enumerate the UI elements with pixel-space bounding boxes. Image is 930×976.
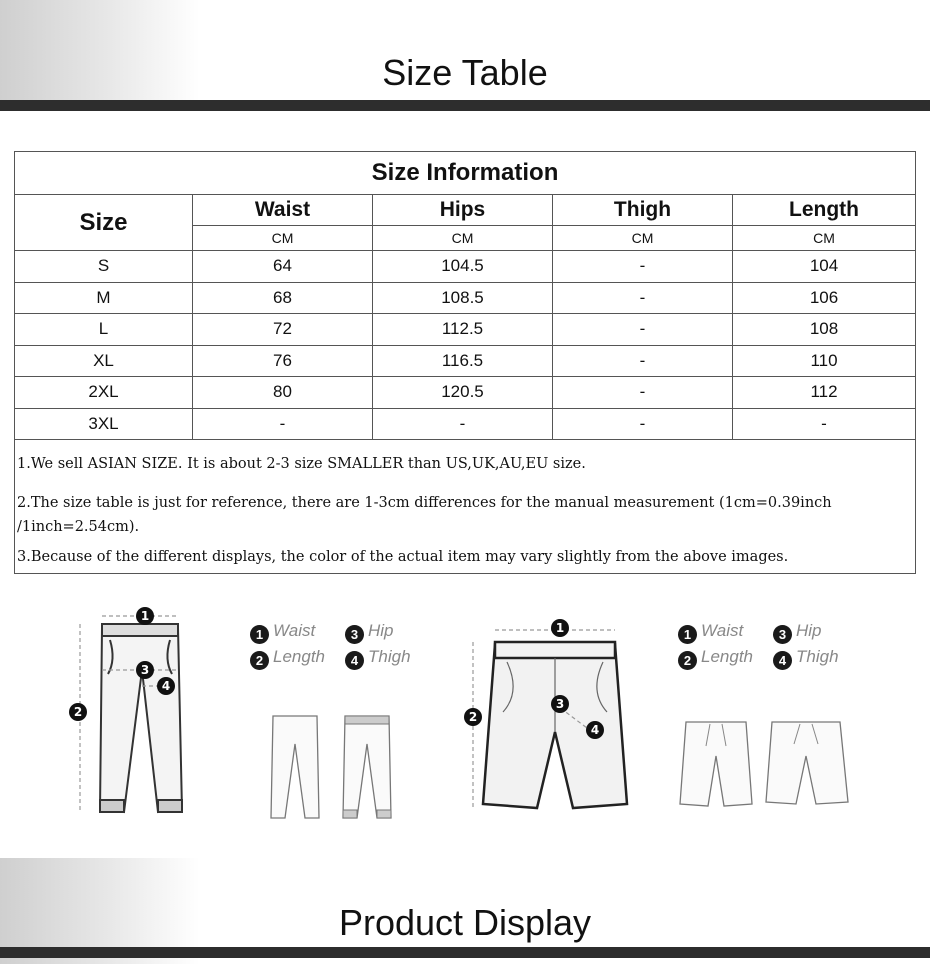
table-row: [15, 314, 916, 346]
waist-cell: 72: [193, 314, 373, 346]
marker-1-icon: [136, 607, 154, 625]
thigh-cell: -: [553, 251, 733, 283]
table-row: [15, 408, 916, 440]
svg-text:1: 1: [140, 609, 150, 623]
number-badge-icon: 4: [345, 651, 364, 670]
waist-cell: 76: [193, 345, 373, 377]
hips-cell: -: [373, 408, 553, 440]
shorts-measurement-diagram: [455, 612, 635, 817]
waist-cell: 64: [193, 251, 373, 283]
length-cell: -: [733, 408, 916, 440]
number-badge-icon: 1: [678, 625, 697, 644]
pants-legend: [250, 621, 450, 671]
svg-text:3: 3: [555, 697, 565, 711]
column-header-thigh: Thigh: [553, 195, 733, 226]
column-header-length: Length: [733, 195, 916, 226]
svg-text:2: 2: [468, 710, 478, 724]
shorts-thumbnails: [676, 716, 856, 811]
svg-text:1: 1: [555, 621, 565, 635]
pants-thumbnails: [265, 710, 405, 825]
note-2: 2.The size table is just for reference, there are 1-3cm differences for the manual measurement (1cm=0.39inch /1inch=2.54cm).: [17, 495, 832, 535]
size-table-banner: [0, 0, 930, 111]
svg-text:4: 4: [590, 723, 600, 737]
note-3: 3.Because of the different displays, the color of the actual item may vary slightly from the above images.: [17, 549, 789, 565]
size-cell: XL: [15, 345, 193, 377]
thigh-cell: -: [553, 282, 733, 314]
table-row: [15, 377, 916, 409]
size-cell: S: [15, 251, 193, 283]
size-table: [14, 151, 916, 574]
table-row: [15, 282, 916, 314]
hips-cell: 116.5: [373, 345, 553, 377]
shorts-legend: [678, 621, 878, 671]
legend-item: 1 Waist: [250, 621, 315, 644]
marker-2-icon: [464, 708, 482, 726]
svg-text:2: 2: [73, 705, 83, 719]
banner-title: Size Table: [382, 52, 548, 93]
notes-row: [15, 440, 916, 574]
length-cell: 112: [733, 377, 916, 409]
hips-cell: 120.5: [373, 377, 553, 409]
unit-waist: CM: [193, 226, 373, 251]
hips-cell: 112.5: [373, 314, 553, 346]
marker-1-icon: [551, 619, 569, 637]
legend-item: 4 Thigh: [345, 647, 411, 670]
number-badge-icon: 1: [250, 625, 269, 644]
column-header-waist: Waist: [193, 195, 373, 226]
size-cell: 2XL: [15, 377, 193, 409]
legend-item: 2 Length: [678, 647, 753, 670]
number-badge-icon: 3: [345, 625, 364, 644]
svg-text:4: 4: [161, 679, 171, 693]
legend-item: 2 Length: [250, 647, 325, 670]
banner-title: Product Display: [338, 902, 592, 943]
marker-4-icon: [586, 721, 604, 739]
number-badge-icon: 3: [773, 625, 792, 644]
notes-cell: [15, 440, 916, 574]
hips-cell: 104.5: [373, 251, 553, 283]
legend-item: 3 Hip: [773, 621, 822, 644]
column-header-hips: Hips: [373, 195, 553, 226]
thigh-cell: -: [553, 408, 733, 440]
size-cell: 3XL: [15, 408, 193, 440]
banner-bar: [0, 100, 930, 111]
svg-text:3: 3: [140, 663, 150, 677]
number-badge-icon: 2: [250, 651, 269, 670]
hips-cell: 108.5: [373, 282, 553, 314]
table-row: [15, 345, 916, 377]
length-cell: 106: [733, 282, 916, 314]
length-cell: 108: [733, 314, 916, 346]
size-cell: M: [15, 282, 193, 314]
unit-thigh: CM: [553, 226, 733, 251]
unit-length: CM: [733, 226, 916, 251]
marker-3-icon: [136, 661, 154, 679]
unit-hips: CM: [373, 226, 553, 251]
number-badge-icon: 2: [678, 651, 697, 670]
legend-item: 4 Thigh: [773, 647, 839, 670]
banner-bar: [0, 947, 930, 958]
marker-2-icon: [69, 703, 87, 721]
legend-item: 1 Waist: [678, 621, 743, 644]
thigh-cell: -: [553, 345, 733, 377]
waist-cell: 80: [193, 377, 373, 409]
waist-cell: -: [193, 408, 373, 440]
table-row: [15, 251, 916, 283]
note-1: 1.We sell ASIAN SIZE. It is about 2-3 size SMALLER than US,UK,AU,EU size.: [17, 456, 586, 472]
legend-item: 3 Hip: [345, 621, 394, 644]
length-cell: 110: [733, 345, 916, 377]
size-cell: L: [15, 314, 193, 346]
table-caption: Size Information: [15, 152, 916, 195]
marker-4-icon: [157, 677, 175, 695]
length-cell: 104: [733, 251, 916, 283]
number-badge-icon: 4: [773, 651, 792, 670]
marker-3-icon: [551, 695, 569, 713]
waist-cell: 68: [193, 282, 373, 314]
pants-measurement-diagram: [60, 600, 200, 830]
product-display-banner: [0, 858, 930, 976]
size-column-header: Size: [15, 195, 193, 251]
thigh-cell: -: [553, 314, 733, 346]
thigh-cell: -: [553, 377, 733, 409]
